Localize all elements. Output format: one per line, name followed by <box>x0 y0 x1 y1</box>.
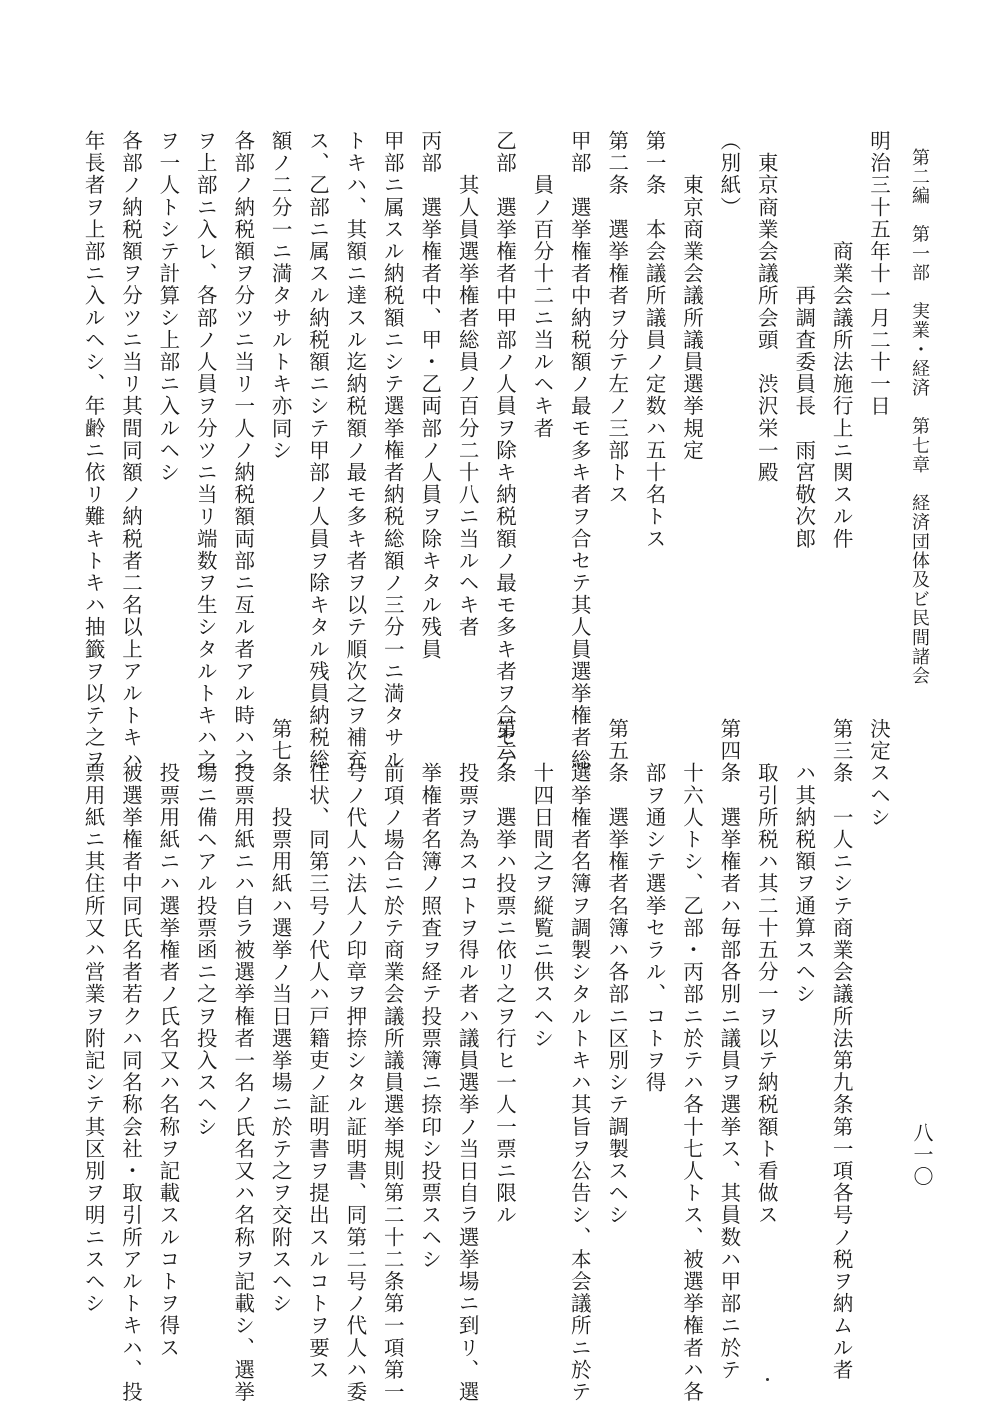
text-column: 甲部 選挙権者中納税額ノ最モ多キ者ヲ合セテ其人員選挙権者総 <box>567 130 592 771</box>
text-column: 部ヲ通シテ選挙セラル、コトヲ得 <box>642 718 667 1094</box>
text-column: 丙部 選挙権者中、甲・乙両部ノ人員ヲ除キタル残員 <box>417 130 442 661</box>
text-column: ヲ一人トシテ計算シ上部ニ入ルヘシ <box>155 130 180 484</box>
text-column: 票用紙ニ其住所又ハ営業ヲ附記シテ其区別ヲ明ニスヘシ <box>81 718 106 1315</box>
text-column: 乙部 選挙権者中甲部ノ人員ヲ除キ納税額ノ最モ多キ者ヲ合セテ <box>492 130 517 771</box>
text-column: トキハ、其額ニ達スル迄納税額ノ最モ多キ者ヲ以テ順次之ヲ補充 <box>342 130 367 771</box>
text-column: 再調査委員長 雨宮敬次郎 <box>791 130 816 550</box>
text-column: 被選挙権者中同氏名者若クハ同名称会社・取引所アルトキハ、投 <box>118 718 143 1404</box>
text-column: 挙権者名簿ノ照査ヲ経テ投票簿ニ捺印シ投票スヘシ <box>417 718 442 1271</box>
text-column: ハ其納税額ヲ通算スヘシ <box>791 718 816 1006</box>
text-column: 甲部ニ属スル納税額ニシテ選挙権者納税総額ノ三分一ニ満タサル <box>380 130 405 771</box>
text-column: 十六人トシ、乙部・丙部ニ於テハ各十七人トス、被選挙権者ハ各 <box>679 718 704 1404</box>
page-number: 八一〇 <box>910 1122 934 1188</box>
text-column: 任状、同第三号ノ代人ハ戸籍吏ノ証明書ヲ提出スルコトヲ要ス <box>305 718 330 1381</box>
text-column: 決定スヘシ <box>866 718 891 829</box>
text-column: 各部ノ納税額ヲ分ツニ当リ一人ノ納税額両部ニ亙ル者アル時ハ之 <box>230 130 255 771</box>
text-column: 号ノ代人ハ法人ノ印章ヲ押捺シタル証明書、同第二号ノ代人ハ委 <box>342 718 367 1404</box>
text-column: ヲ上部ニ入レ、各部ノ人員ヲ分ツニ当リ端数ヲ生シタルトキハ之 <box>193 130 218 771</box>
text-column: 額ノ二分一ニ満タサルトキ亦同シ <box>268 130 293 462</box>
text-column: 其人員選挙権者総員ノ百分二十八ニ当ルヘキ者 <box>455 130 480 639</box>
text-column: 第五条 選挙権者名簿ハ各部ニ区別シテ調製スヘシ <box>604 718 629 1227</box>
text-column: 東京商業会議所議員選挙規定 <box>679 130 704 462</box>
text-column: 第六条 選挙ハ投票ニ依リ之ヲ行ヒ一人一票ニ限ル <box>492 718 517 1227</box>
running-header: 第二編 第一部 実業・経済 第七章 経済団体及ビ民間諸会 <box>909 148 930 686</box>
text-column: 第三条 一人ニシテ商業会議所法第九条第一項各号ノ税ヲ納ムル者 <box>829 718 854 1381</box>
text-column: 投票ヲ為スコトヲ得ル者ハ議員選挙ノ当日自ラ選挙場ニ到リ、選 <box>455 718 480 1404</box>
text-column: 明治三十五年十一月二十一日 <box>866 130 891 418</box>
text-column: 東京商業会議所会頭 渋沢栄一殿 <box>754 130 779 484</box>
text-column: 第二条 選挙権者ヲ分テ左ノ三部トス <box>604 130 629 506</box>
text-column: 投票用紙ニハ自ラ被選挙権者一名ノ氏名又ハ名称ヲ記載シ、選挙 <box>230 718 255 1404</box>
text-column: 年長者ヲ上部ニ入ルヘシ、年齢ニ依リ難キトキハ抽籤ヲ以テ之ヲ <box>81 130 106 771</box>
text-column: 第四条 選挙権者ハ毎部各別ニ議員ヲ選挙ス、其員数ハ甲部ニ於テ <box>716 718 741 1381</box>
text-column: 各部ノ納税額ヲ分ツニ当リ其間同額ノ納税者二名以上アルトキハ <box>118 130 143 771</box>
stray-mark <box>766 1378 769 1381</box>
text-column: 前項ノ場合ニ於テ商業会議所議員選挙規則第二十二条第一項第一 <box>380 718 405 1404</box>
text-column: 員ノ百分十二ニ当ルヘキ者 <box>529 130 554 440</box>
text-column: 十四日間之ヲ縦覧ニ供スヘシ <box>529 718 554 1050</box>
text-column: 投票用紙ニハ選挙権者ノ氏名又ハ名称ヲ記載スルコトヲ得ス <box>155 718 180 1359</box>
text-column: 第七条 投票用紙ハ選挙ノ当日選挙場ニ於テ之ヲ交附スヘシ <box>268 718 293 1315</box>
text-column: 選挙権者名簿ヲ調製シタルトキハ其旨ヲ公告シ、本会議所ニ於テ <box>567 718 592 1404</box>
text-column: 第一条 本会議所議員ノ定数ハ五十名トス <box>642 130 667 550</box>
text-column: 取引所税ハ其二十五分一ヲ以テ納税額ト看做ス <box>754 718 779 1227</box>
text-column: （別紙） <box>716 130 741 219</box>
text-column: ス、乙部ニ属スル納税額ニシテ甲部ノ人員ヲ除キタル残員納税総 <box>305 130 330 771</box>
text-column: 場ニ備ヘアル投票函ニ之ヲ投入スヘシ <box>193 718 218 1138</box>
text-column: 商業会議所法施行上ニ関スル件 <box>829 130 854 550</box>
